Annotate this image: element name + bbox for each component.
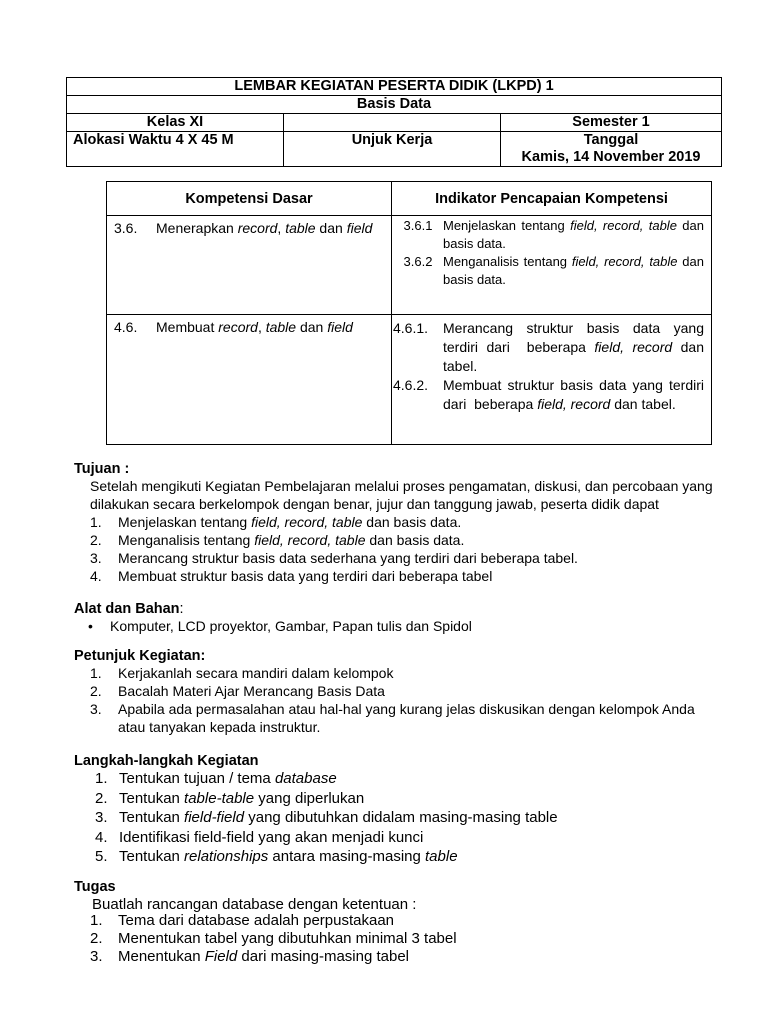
tugas-intro: Buatlah rancangan database dengan ketentuan : — [92, 896, 417, 913]
list-item: 3. Apabila ada permasalahan atau hal-hal yang kurang jelas diskusikan dengan kelompok Anda atau tanyakan kepada instruktur. — [90, 701, 695, 735]
tanggal-cell — [501, 132, 722, 167]
list-item: 1. Menjelaskan tentang field, record, table dan basis data. — [90, 514, 462, 530]
tujuan-title: Tujuan : — [74, 461, 130, 477]
list-item: 1. Kerjakanlah secara mandiri dalam kelompok — [90, 665, 394, 681]
indicator-text: Merancang struktur basis data yang terdiri dari beberapa field, record dan tabel. — [443, 320, 704, 374]
kelas-cell: Kelas XI — [67, 114, 284, 132]
tugas-list — [90, 912, 720, 966]
indicator-text: Menganalisis tentang field, record, table dan basis data. — [443, 254, 704, 287]
kd-header: Kompetensi Dasar — [107, 182, 392, 216]
ipk-cell — [392, 216, 712, 315]
indicator-number: 4.6.2. — [393, 377, 429, 393]
alat-title: Alat dan Bahan: — [74, 601, 184, 617]
semester-cell: Semester 1 — [501, 114, 722, 132]
empty-cell — [284, 114, 501, 132]
kd-cell — [107, 315, 392, 445]
indicator-number: 3.6.1 — [403, 218, 433, 233]
tanggal-label: Tanggal — [583, 132, 639, 148]
kd-text: Membuat record, table dan field — [156, 319, 353, 335]
kd-cell — [107, 216, 392, 315]
petunjuk-list — [90, 664, 720, 736]
list-item: 1. Tentukan tujuan / tema database — [95, 770, 337, 787]
lkpd-header-table — [66, 77, 722, 167]
indicator-number: 4.6.1. — [393, 320, 429, 336]
langkah-list — [95, 769, 725, 867]
list-item: 1. Tema dari database adalah perpustakaan — [90, 912, 395, 929]
list-item: 2. Menganalisis tentang field, record, table dan basis data. — [90, 532, 465, 548]
list-item: 3. Merancang struktur basis data sederhana yang terdiri dari beberapa tabel. — [90, 550, 578, 566]
list-item: 2. Bacalah Materi Ajar Merancang Basis Data — [90, 683, 385, 699]
indicator-text: Membuat struktur basis data yang terdiri dari beberapa field, record dan tabel. — [443, 377, 704, 412]
tanggal-value: Kamis, 14 November 2019 — [521, 149, 701, 165]
indicator-item — [393, 376, 710, 414]
lkpd-title: LEMBAR KEGIATAN PESERTA DIDIK (LKPD) 1 — [67, 78, 722, 96]
ipk-header: Indikator Pencapaian Kompetensi — [392, 182, 712, 216]
kd-number: 3.6. — [114, 220, 138, 236]
indicator-number: 3.6.2 — [403, 254, 433, 269]
alokasi-cell — [67, 132, 284, 167]
tujuan-list — [90, 513, 720, 585]
list-item: • Komputer, LCD proyektor, Gambar, Papan tulis dan Spidol — [88, 618, 472, 634]
alokasi-text: Alokasi Waktu 4 X 45 M — [73, 132, 234, 148]
indicator-item — [393, 319, 710, 376]
ipk-cell — [392, 315, 712, 445]
indicator-item — [393, 217, 710, 253]
tugas-title: Tugas — [74, 879, 116, 895]
kd-number: 4.6. — [114, 319, 138, 335]
indicator-item — [393, 253, 710, 289]
list-item: 2. Tentukan table-table yang diperlukan — [95, 789, 365, 807]
list-item: 3. Menentukan Field dari masing-masing tabel — [90, 948, 409, 965]
kompetensi-table — [106, 181, 712, 445]
kd-item — [108, 217, 390, 240]
tujuan-intro: Setelah mengikuti Kegiatan Pembelajaran melalui proses pengamatan, diskusi, dan percobaan yang dilakukan secara berkelompok dengan benar, jujur dan tanggung jawab, peserta didik dapat — [90, 478, 713, 512]
list-item: 2. Menentukan tabel yang dibutuhkan minimal 3 tabel — [90, 930, 457, 947]
kd-text: Menerapkan record, table dan field — [156, 220, 373, 236]
kd-item — [108, 316, 390, 339]
list-item: 5. Tentukan relationships antara masing-masing table — [95, 848, 458, 865]
petunjuk-title: Petunjuk Kegiatan: — [74, 648, 206, 664]
list-item: 3. Tentukan field-field yang dibutuhkan didalam masing-masing table — [95, 809, 558, 826]
subject-name: Basis Data — [67, 96, 722, 114]
langkah-title: Langkah-langkah Kegiatan — [74, 753, 259, 769]
unjuk-kerja-cell: Unjuk Kerja — [284, 132, 501, 167]
indicator-text: Menjelaskan tentang field, record, table dan basis data. — [443, 218, 704, 251]
list-item: 4. Membuat struktur basis data yang terdiri dari beberapa tabel — [90, 568, 493, 584]
list-item: 4. Identifikasi field-field yang akan menjadi kunci — [95, 828, 424, 846]
